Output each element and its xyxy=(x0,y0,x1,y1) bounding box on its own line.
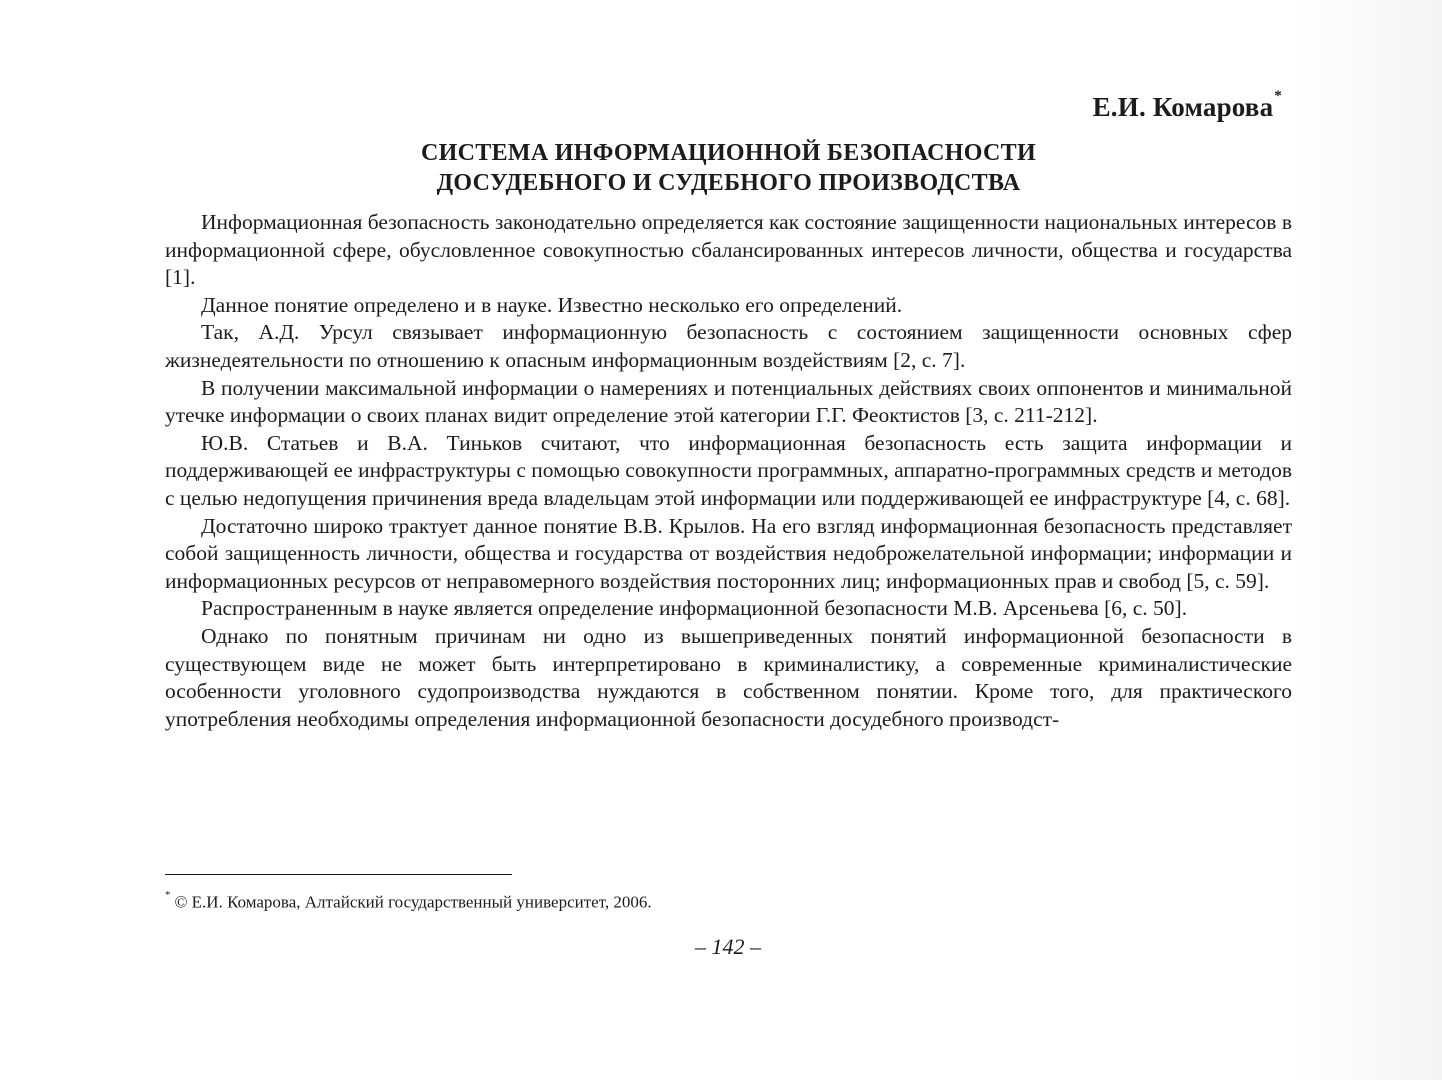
page-number: – 142 – xyxy=(695,934,761,959)
footnote-marker: * xyxy=(165,889,171,901)
paragraph: Так, А.Д. Урсул связывает информационную безопасность с состоянием защищенности основных сфер жизнедеятельности по отношению к опасным информационным воздействиям [2, с. 7]. xyxy=(165,320,1292,372)
paragraph: Распространенным в науке является определение информационной безопасности М.В. Арсеньева [6, с. 50]. xyxy=(201,596,1188,621)
scan-edge-shading xyxy=(1292,0,1442,1080)
article-title xyxy=(165,138,1292,198)
paragraph: Однако по понятным причинам ни одно из вышеприведенных понятий информационной безопасности в существующем виде не может быть интерпретировано в криминалистику, а современные криминалистические особенности уголовного судопроизводства нуждаются в собственном понятии. Кроме того, для практического употребления необходимы определения информационной безопасности досудебного производст- xyxy=(165,623,1292,731)
paragraph: Данное понятие определено и в науке. Известно несколько его определений. xyxy=(201,292,903,317)
article-title-line-2: ДОСУДЕБНОГО И СУДЕБНОГО ПРОИЗВОДСТВА xyxy=(436,170,1021,196)
article-title-line-1: СИСТЕМА ИНФОРМАЦИОННОЙ БЕЗОПАСНОСТИ xyxy=(421,140,1036,166)
article-body xyxy=(165,209,1292,733)
footnote xyxy=(165,886,652,915)
paragraph: Достаточно широко трактует данное понятие В.В. Крылов. На его взгляд информационная безопасность представляет собой защищенность личности, общества и государства от воздействия недоброжелательной информации; информации и информационных ресурсов от неправомерного воздействия посторонних лиц; информационных прав и свобод [5, с. 59]. xyxy=(165,513,1292,593)
paragraph: Информационная безопасность законодательно определяется как состояние защищенности национальных интересов в информационной сфере, обусловленное совокупностью сбалансированных интересов личности, общества и государства [1]. xyxy=(165,210,1292,290)
author-footnote-marker: * xyxy=(1274,88,1282,104)
author-name xyxy=(1092,88,1282,123)
author-name-text: Е.И. Комарова xyxy=(1092,92,1274,122)
paragraph: Ю.В. Статьев и В.А. Тиньков считают, что информационная безопасность есть защита информации и поддерживающей ее инфраструктуры с помощью совокупности программных, аппаратно-программных средств и методов с целью недопущения причинения вреда владельцам этой информации или поддерживающей ее инфраструктуре [4, с. 68]. xyxy=(165,430,1292,510)
footnote-text: © Е.И. Комарова, Алтайский государственный университет, 2006. xyxy=(174,892,652,912)
footnote-divider xyxy=(165,874,512,875)
paragraph: В получении максимальной информации о намерениях и потенциальных действиях своих оппонентов и минимальной утечке информации о своих планах видит определение этой категории Г.Г. Феоктистов [3, с. 211-212]. xyxy=(165,375,1292,428)
